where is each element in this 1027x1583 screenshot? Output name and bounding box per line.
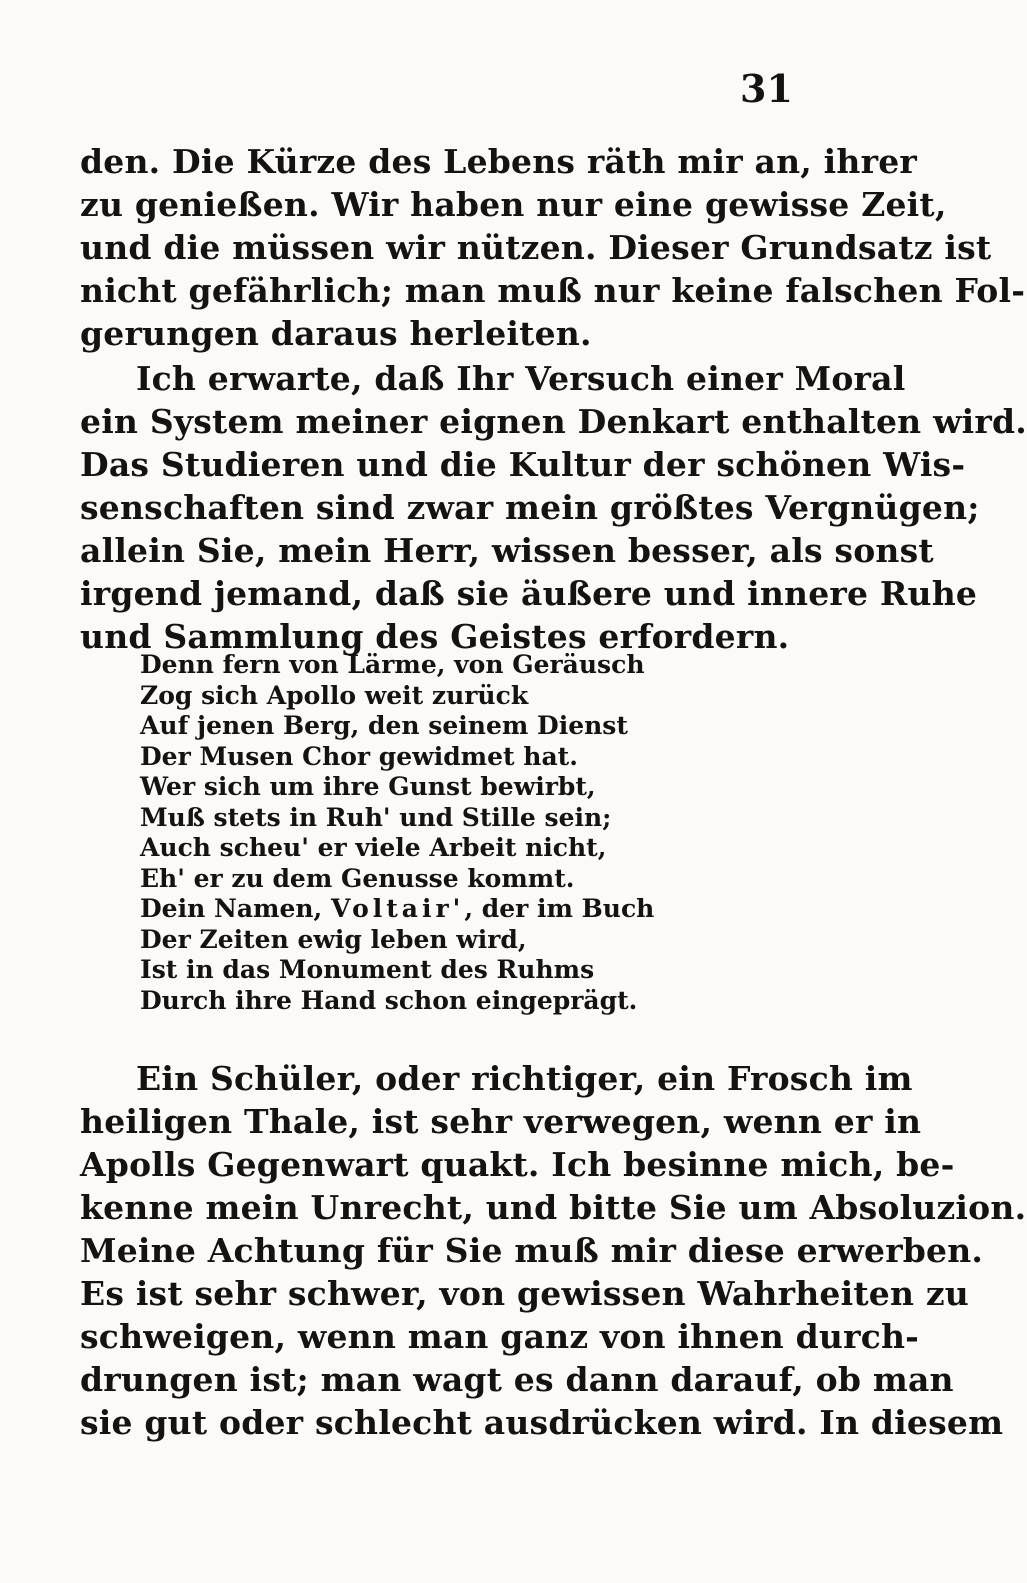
paragraph-line: Das Studieren und die Kultur der schönen Wis- <box>80 445 966 484</box>
poem-verse-text: , der im Buch <box>464 894 655 923</box>
poem-verse: Der Zeiten ewig leben wird, <box>140 924 527 954</box>
paragraph-line: allein Sie, mein Herr, wissen besser, als sonst <box>80 531 934 570</box>
paragraph-line: ein System meiner eignen Denkart enthalten wird. <box>80 402 1027 441</box>
poem-verse-text: Dein Namen, <box>140 894 331 923</box>
paragraph-line: und die müssen wir nützen. Dieser Grundsatz ist <box>80 228 992 267</box>
poem-verse <box>140 894 740 925</box>
poem-verse: Auf jenen Berg, den seinem Dienst <box>140 711 628 740</box>
paragraph-3 <box>80 1057 1027 1444</box>
paragraph-line: gerungen daraus herleiten. <box>80 314 592 353</box>
poem-name-voltaire: Voltair' <box>330 894 465 923</box>
poem-verse: Wer sich um ihre Gunst bewirbt, <box>140 772 596 801</box>
poem-verse: Der Musen Chor gewidmet hat. <box>140 741 578 771</box>
paragraph-line: irgend jemand, daß sie äußere und innere Ruhe <box>80 574 978 613</box>
poem-verse: Muß stets in Ruh' und Stille sein; <box>140 802 612 832</box>
paragraph-line: Ich erwarte, daß Ihr Versuch einer Moral <box>136 359 906 398</box>
poem-verse: Durch ihre Hand schon eingeprägt. <box>140 985 638 1015</box>
paragraph-1 <box>80 140 1026 355</box>
poem-verse: Zog sich Apollo weit zurück <box>140 680 529 710</box>
paragraph-line: den. Die Kürze des Lebens räth mir an, ihrer <box>80 142 917 181</box>
poem-verse: Denn fern von Lärme, von Geräusch <box>140 650 645 679</box>
paragraph-line: drungen ist; man wagt es dann darauf, ob man <box>80 1360 954 1399</box>
poem-verse: Auch scheu' er viele Arbeit nicht, <box>140 833 607 862</box>
paragraph-2 <box>80 357 1027 658</box>
paragraph-line: Apolls Gegenwart quakt. Ich besinne mich, be- <box>80 1145 955 1184</box>
paragraph-line: kenne mein Unrecht, und bitte Sie um Absoluzion. <box>80 1188 1027 1227</box>
paragraph-line: sie gut oder schlecht ausdrücken wird. In diesem <box>80 1403 1004 1442</box>
paragraph-line: nicht gefährlich; man muß nur keine falschen Fol- <box>80 271 1026 310</box>
poem <box>140 650 740 1016</box>
paragraph-line: Ein Schüler, oder richtiger, ein Frosch im <box>136 1059 913 1098</box>
paragraph-line: heiligen Thale, ist sehr verwegen, wenn er in <box>80 1102 922 1141</box>
paragraph-line: Meine Achtung für Sie muß mir diese erwerben. <box>80 1231 984 1270</box>
page-number: 31 <box>740 66 793 111</box>
paragraph-line: schweigen, wenn man ganz von ihnen durch- <box>80 1317 920 1356</box>
paragraph-line: senschaften sind zwar mein größtes Vergnügen; <box>80 488 980 527</box>
paragraph-line: zu genießen. Wir haben nur eine gewisse Zeit, <box>80 185 947 224</box>
poem-verse: Eh' er zu dem Genusse kommt. <box>140 863 575 893</box>
paragraph-line: Es ist sehr schwer, von gewissen Wahrheiten zu <box>80 1274 969 1313</box>
poem-verse: Ist in das Monument des Ruhms <box>140 955 595 984</box>
paragraph-line: und Sammlung des Geistes erfordern. <box>80 617 790 656</box>
